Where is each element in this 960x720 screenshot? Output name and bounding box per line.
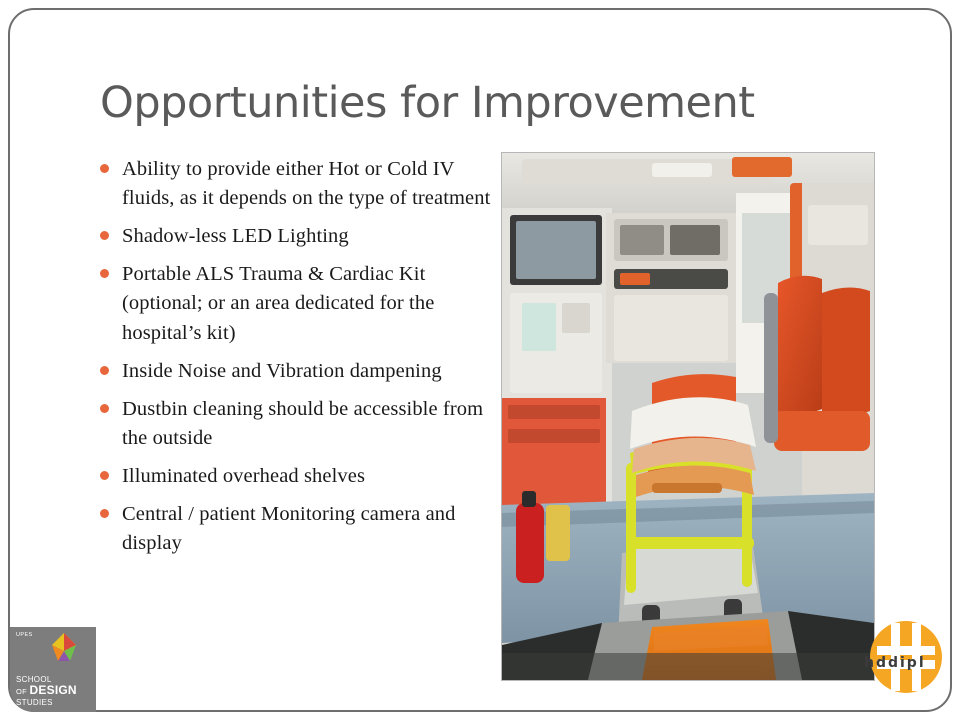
page-title: Opportunities for Improvement [100, 78, 755, 128]
bullet-text: Dustbin cleaning should be accessible from the outside [122, 397, 484, 449]
logo-mark-icon [38, 631, 90, 671]
list-item [100, 155, 500, 213]
bullet-dot-icon [100, 471, 109, 480]
bullet-text: Shadow-less LED Lighting [122, 225, 349, 248]
bullet-text: Ability to provide either Hot or Cold IV fluids, as it depends on the type of treatment [122, 158, 491, 210]
bullet-text: Illuminated overhead shelves [122, 464, 366, 487]
bullet-dot-icon [100, 269, 109, 278]
bullet-dot-icon [100, 366, 109, 375]
bullet-dot-icon [100, 231, 109, 240]
logo-line-of: OF [16, 687, 28, 696]
list-item [100, 462, 500, 491]
school-of-design-studies-logo [10, 627, 96, 712]
logo-line-school: SCHOOL [16, 675, 52, 684]
list-item [100, 395, 500, 453]
bullet-dot-icon [100, 404, 109, 413]
upes-label: UPES [16, 632, 33, 638]
bullet-dot-icon [100, 509, 109, 518]
bullet-dot-icon [100, 164, 109, 173]
logo-line-design: DESIGN [29, 683, 77, 697]
bullet-text: Inside Noise and Vibration dampening [122, 359, 442, 382]
bullet-text: Portable ALS Trauma & Cardiac Kit (optional; or an area dedicated for the hospital’s kit) [122, 263, 435, 344]
logo-line-studies: STUDIES [16, 698, 53, 707]
hddipl-wordmark: hddipl [864, 655, 926, 671]
bullet-list [100, 155, 500, 567]
list-item [100, 357, 500, 386]
list-item [100, 260, 500, 347]
list-item [100, 500, 500, 558]
list-item [100, 222, 500, 251]
school-name [16, 674, 77, 708]
ambulance-interior-photo [501, 152, 875, 681]
bullet-text: Central / patient Monitoring camera and display [122, 503, 456, 555]
